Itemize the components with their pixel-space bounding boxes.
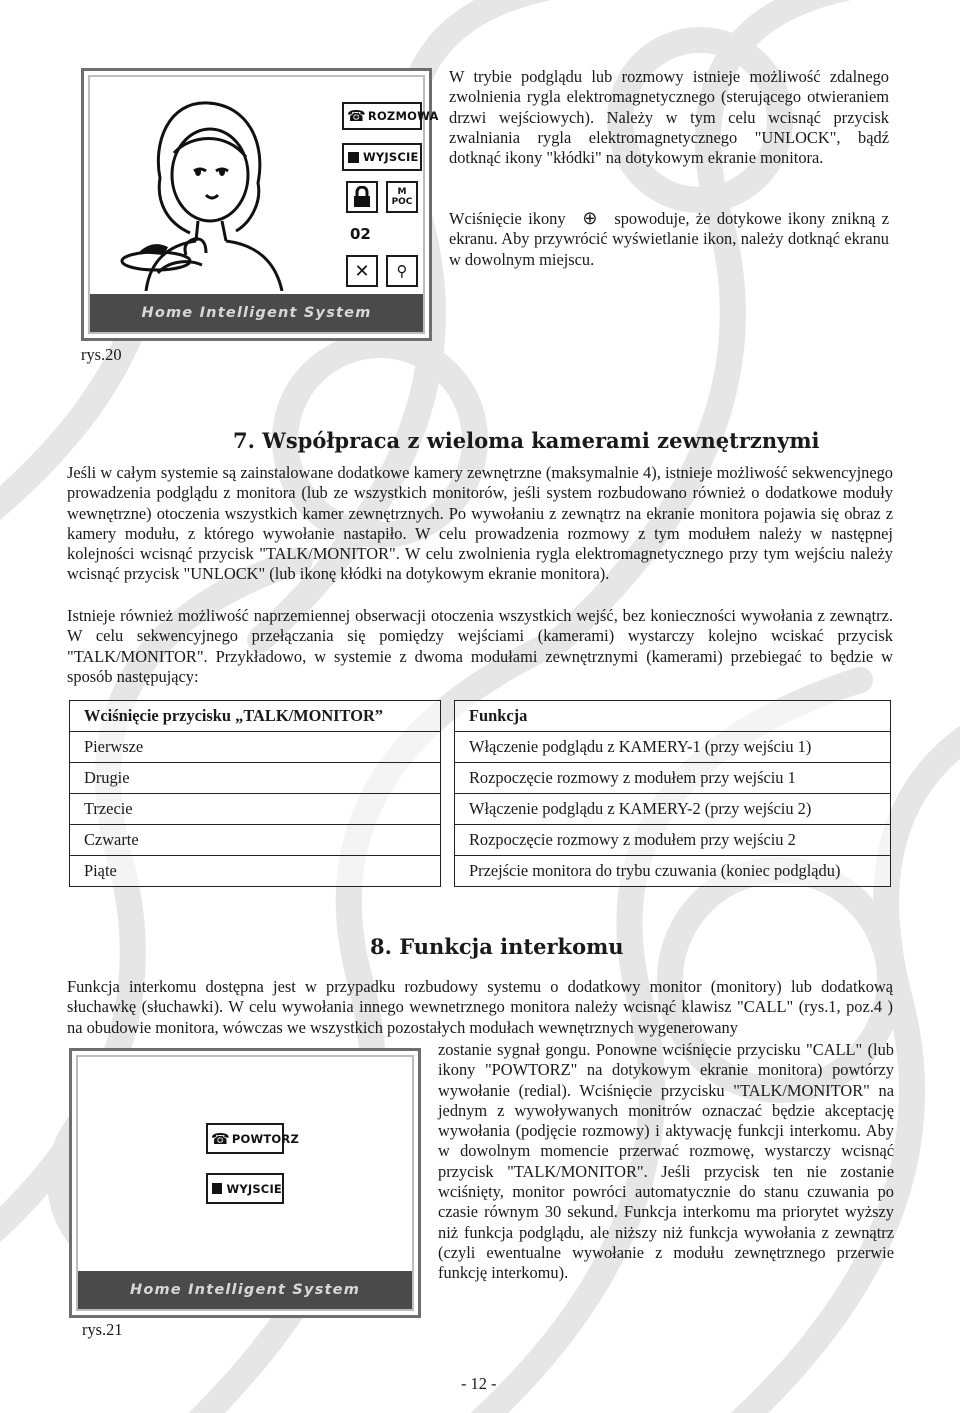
hide-icon-symbol: ⊕	[582, 208, 598, 229]
table-cell-press: Pierwsze	[70, 732, 441, 763]
table-cell-press: Piąte	[70, 856, 441, 887]
rozmowa-label: ROZMOWA	[367, 109, 439, 123]
table-cell-press: Trzecie	[70, 794, 441, 825]
handset-icon: ☎	[211, 1129, 230, 1148]
table-cell-function: Przejście monitora do trybu czuwania (koniec podglądu)	[455, 856, 891, 887]
touch-icon: ⚲	[396, 262, 408, 280]
table-cell-press: Czwarte	[70, 825, 441, 856]
entrance-number: 02	[350, 225, 371, 243]
padlock-icon	[352, 186, 372, 208]
screen-footer-brand: Home Intelligent System	[90, 294, 423, 332]
table-row	[70, 763, 891, 794]
handset-icon: ☎	[347, 107, 366, 125]
icon-sentence-end: spowoduje, że dotykowe ikony znikną z ekranu. Aby przywrócić wyświetlanie ikon, należy dotknąć ekranu w dowolnym miejscu.	[449, 209, 889, 269]
screen-footer-brand: Home Intelligent System	[78, 1271, 412, 1309]
table-header-row	[70, 701, 891, 732]
section-7-paragraph-1: Jeśli w całym systemie są zainstalowane dodatkowe kamery zewnętrzne (maksymalnie 4), istnieje możliwość sekwencyjnego prowadzenia podglądu z monitora (lub ze wszystkich monitorów, jeśli system rozbudowano również o dodatkowe moduły wewnętrzne) otoczenia wszystkich kamer zewnętrznych. Po wywołaniu z zewnątrz na ekranie monitora pojawia się obraz z kamery modułu, z którego wywołanie nastapiło. W celu prowadzenia rozmowy z tym modułem należy w następnej kolejności wcisnąć przycisk "TALK/MONITOR". W celu zwolnienia rygla elektromagnetycznego przy tym wejściu należy wcisnąć przycisk "UNLOCK" (lub ikonę kłódki na dotykowym ekranie monitora).	[67, 463, 893, 584]
wyjscie-label: WYJSCIE	[226, 1181, 282, 1196]
icon-sentence-start: Wciśnięcie ikony	[449, 209, 566, 228]
intro-paragraph-1: W trybie podglądu lub rozmowy istnieje możliwość zdalnego zwolnienia rygla elektromagnetycznego (sterującego otwieraniem drzwi wejściowych). Należy w tym celu wcisnąć przycisk zwalniania rygla elektromagnetycznego "UNLOCK", bądź dotknąć ikony "kłódki" na dotykowym ekranie monitora.	[449, 67, 889, 168]
talk-monitor-table	[69, 700, 891, 887]
table-row	[70, 732, 891, 763]
unlock-padlock-button[interactable]	[346, 181, 378, 213]
stop-square-icon	[348, 152, 359, 163]
table-cell-function: Włączenie podglądu z KAMERY-2 (przy wejściu 2)	[455, 794, 891, 825]
monitor-screen-fig20	[81, 68, 439, 341]
table-row	[70, 794, 891, 825]
table-cell-function: Włączenie podglądu z KAMERY-1 (przy wejściu 1)	[455, 732, 891, 763]
mode-label: M POC	[391, 187, 413, 207]
section-8-paragraph-side: zostanie sygnał gongu. Ponowne wciśnięcie przycisku "CALL" (lub ikony "POWTORZ" na dotykowym ekranie monitora) powtórzy wywołanie (redial). Wciśnięcie przycisku "TALK/MONITOR" na jednym z wywoływanych monitrów oznaczać będzie akceptację wywołania (podjęcie rozmowy) i aktywację funkcji interkomu. Aby w dowolnym momencie przerwać rozmowę, wystarczy wcisnąć przycisk "TALK/MONITOR". Jeśli przycisk ten nie zostanie wciśnięty, monitor powróci automatycznie do stanu czuwania po czasie równym 30 sekund. Funkcja interkomu ma priorytet wyższy niż funkcja podglądu, ale niższy niż funkcja wywołania z zewnątrz (czyli ewentualne wywołanie z modułu zewnętrznego przerwie funkcję interkomu).	[438, 1040, 894, 1283]
figure-caption-rys21: rys.21	[82, 1320, 123, 1339]
hide-icons-button[interactable]	[386, 255, 418, 287]
table-row	[70, 825, 891, 856]
page-number: - 12 -	[461, 1374, 497, 1393]
mode-button[interactable]	[386, 181, 418, 213]
table-cell-function: Rozpoczęcie rozmowy z modułem przy wejściu 1	[455, 763, 891, 794]
intro-paragraph-2	[449, 209, 889, 270]
powtorz-label: POWTORZ	[231, 1131, 299, 1146]
tools-icon: ✕	[354, 260, 370, 282]
table-header-press: Wciśnięcie przycisku „TALK/MONITOR”	[70, 701, 441, 732]
woman-with-tray-illustration	[98, 83, 336, 291]
table-cell-press: Drugie	[70, 763, 441, 794]
section-7-paragraph-2: Istnieje również możliwość naprzemiennej obserwacji otoczenia wszystkich wejść, bez konieczności wywołania z zewnątrz. W celu sekwencyjnego przełączania się pomiędzy wejściami (kamerami) wystarczy kolejno wciskać przycisk "TALK/MONITOR". Przykładowo, w systemie z dwoma modułami zewnętrznymi (kamerami) przebiegać to będzie w sposób następujący:	[67, 606, 893, 686]
figure-caption-rys20: rys.20	[81, 345, 122, 364]
section-8-heading: 8. Funkcja interkomu	[370, 934, 624, 959]
monitor-screen-fig21	[69, 1048, 421, 1318]
settings-button[interactable]	[346, 255, 378, 287]
section-8-paragraph-top: Funkcja interkomu dostępna jest w przypadku rozbudowy systemu o dodatkowy monitor (monitory) lub dodatkową słuchawkę (słuchawki). W celu wywołania innego wewnetrznego monitora należy wcisnąć klawisz "CALL" (rys.1, poz.4 ) na obudowie monitora, wówczas we wszystkich pozostałych modułach wewnętrznych wygenerowany	[67, 977, 893, 1037]
wyjscie-label: WYJSCIE	[363, 150, 419, 164]
table-cell-function: Rozpoczęcie rozmowy z modułem przy wejściu 2	[455, 825, 891, 856]
wyjscie-button[interactable]	[206, 1173, 284, 1204]
wyjscie-button[interactable]	[342, 143, 422, 171]
table-header-function: Funkcja	[455, 701, 891, 732]
table-row	[70, 856, 891, 887]
rozmowa-button[interactable]	[342, 102, 439, 130]
powtorz-button[interactable]	[206, 1123, 299, 1154]
stop-square-icon	[212, 1183, 222, 1194]
section-7-heading: 7. Współpraca z wieloma kamerami zewnętrznymi	[233, 428, 820, 453]
